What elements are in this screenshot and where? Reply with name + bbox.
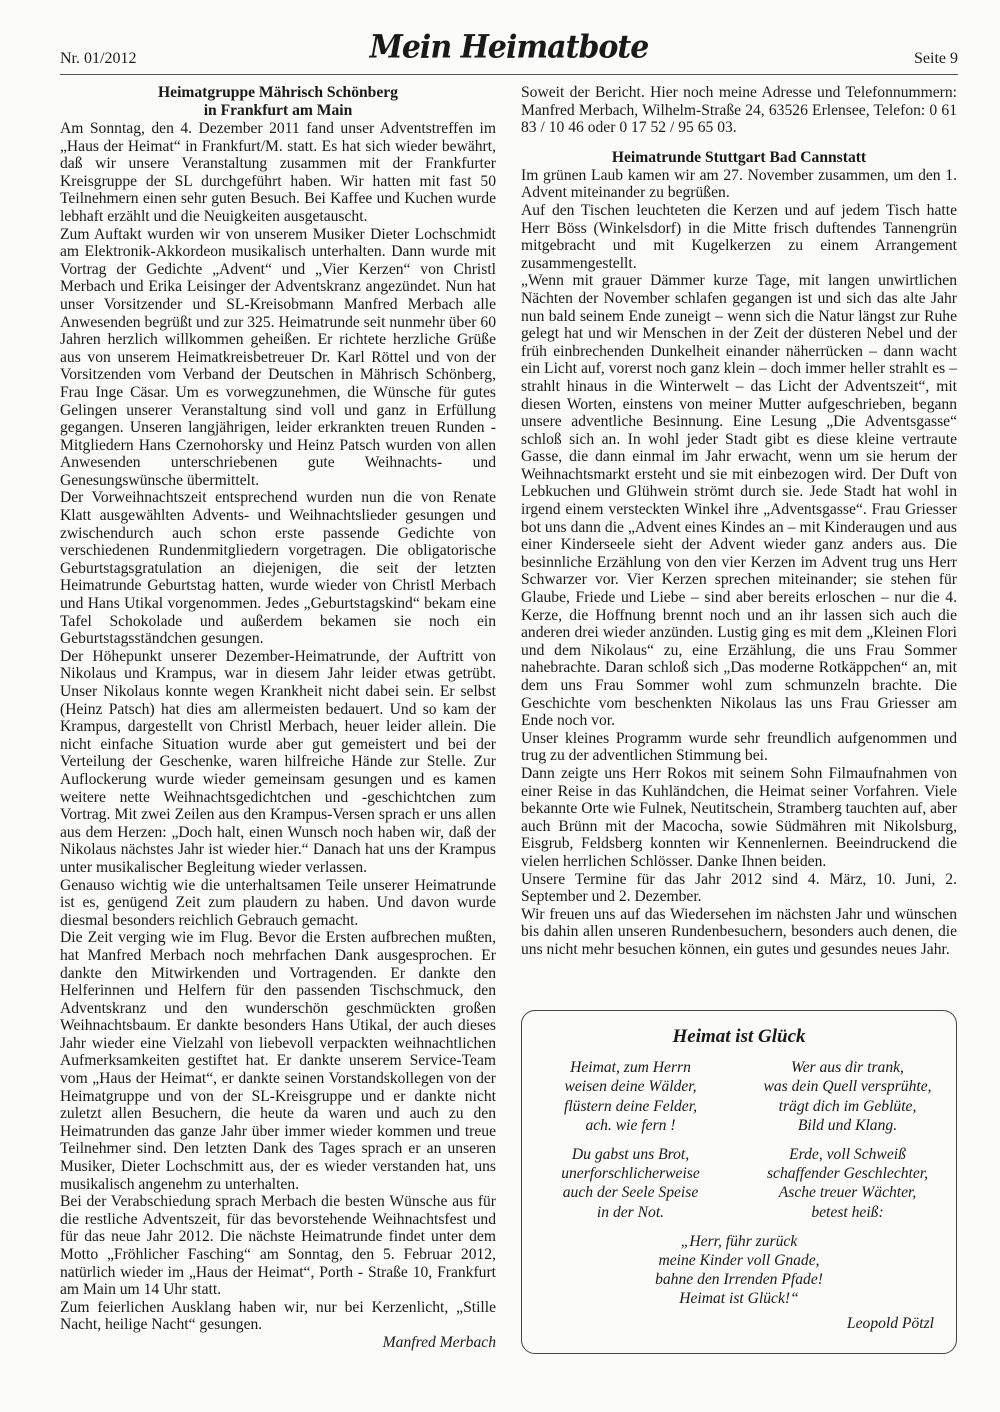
right-column (521, 84, 957, 959)
poem-line: auch der Seele Speise (562, 1184, 699, 1202)
poem-line: was dein Quell versprühte, (763, 1078, 932, 1096)
poem-line: schaffender Geschlechter, (766, 1165, 929, 1183)
poem-line: weisen deine Wälder, (564, 1078, 697, 1096)
poem-line: Asche treuer Wächter, (778, 1184, 917, 1202)
poem-line: trägt dich im Geblüte, (778, 1097, 917, 1115)
poem-line: meine Kinder voll Gnade, (658, 1252, 820, 1270)
paragraph: Wir freuen uns auf das Wiedersehen im nächsten Jahr und wünschen bis dahin allen unseren Rundenbesuchern, besonders auch denen, die uns nicht mehr besuchen können, ein gutes und gesundes neues Jahr. (521, 905, 957, 958)
poem-line: Wer aus dir trank, (791, 1059, 904, 1077)
poem-stanza (522, 1058, 739, 1135)
page-number: Seite 9 (914, 50, 958, 67)
poem-line: flüstern deine Felder, (564, 1097, 697, 1115)
paragraph: Der Vorweihnachtszeit entsprechend wurden nun die von Renate Klatt ausgewählten Advents- und Weihnachtslieder gesungen und zwischendurch auch schon erste passende Gedichte von verschiedenen Rundenmitgliedern vorgetragen. Die obligatorische Geburtstagsgratulation an diejenigen, die seit der letzten Heimatrunde Geburtstag hatten, wurde wieder von Christl Merbach und Hans Utikal vorgenommen. Jedes „Geburtstagskind“ bekam eine Tafel Schokolade und außerdem bekamen sie noch ein Geburtstagsständchen gesungen. (60, 489, 496, 648)
poem-stanza (739, 1145, 956, 1222)
paragraph: Genauso wichtig wie die unterhaltsamen Teile unserer Heimatrunde ist es, genügend Zeit zum plaudern zu haben. Und davon wurde diesmal besonders reichlich Gebrauch gemacht. (60, 876, 496, 929)
paragraph: Zum Auftakt wurden wir von unserem Musiker Dieter Lochschmidt am Elektronik-Akkordeon musikalisch unterhalten. Dann wurde mit Vortrag der Gedichte „Advent“ und „Vier Kerzen“ von Christl Merbach und Erika Leisinger der Adventskranz angezündet. Nun hat unser Vorsitzender und SL-Kreisobmann Manfred Merbach alle Anwesenden begrüßt und zur 325. Heimatrunde seit nunmehr über 60 Jahren herzlich willkommen geheißen. Er richtete herzliche Grüße aus von unserem Heimatkreisbetreuer Dr. Karl Röttel und von der Vorsitzenden vom Verband der Deutschen in Mährisch Schönberg, Frau Inge Cäsar. Um es vorwegzunehmen, die Wünsche für gutes Gelingen unserer Veranstaltung sind voll und ganz in Erfüllung gegangen. Unseren langjährigen, leider erkrankten treuen Runden - Mitgliedern Hans Czernohorsky und Heinz Patsch wurden von allen Anwesenden unterschriebenen gute Weihnachts- und Genesungswünsche übermittelt. (60, 225, 496, 489)
poem-line: „Herr, führ zurück (680, 1232, 798, 1250)
paragraph: Im grünen Laub kamen wir am 27. November zusammen, um den 1. Advent miteinander zu begrüßen. (521, 166, 957, 202)
article-title-line1: Heimatgruppe Mährisch Schönberg (158, 84, 398, 101)
paragraph: Unsere Termine für das Jahr 2012 sind 4. März, 10. Juni, 2. September und 2. Dezember. (521, 870, 957, 906)
poem-line: betest heiß: (811, 1203, 884, 1221)
poem-stanzas (522, 1058, 956, 1222)
paragraph: Zum feierlichen Ausklang haben wir, nur bei Kerzenlicht, „Stille Nacht, heilige Nacht“ gesungen. (60, 1298, 496, 1334)
paragraph: Dann zeigte uns Herr Rokos mit seinem Sohn Filmaufnahmen von einer Reise in das Kuhländchen, die Heimat seiner Vorfahren. Viele bekannte Orte wie Fulnek, Neutitschein, Stramberg tauchten auf, aber auch Brünn mit der Macocha, sowie Südmähren mit Nikolsburg, Eisgrub, Feldsberg konnten wir Kennenlernen. Beeindruckend die vielen herrlichen Schlösser. Danke Ihnen beiden. (521, 764, 957, 870)
poem-line: Du gabst uns Brot, (571, 1146, 690, 1164)
paragraph: Soweit der Bericht. Hier noch meine Adresse und Telefonnummern: Manfred Merbach, Wilhelm-Straße 24, 63526 Erlensee, Telefon: 0 61 83 / 10 46 oder 0 17 52 / 95 65 03. (521, 84, 957, 137)
paragraph: Bei der Verabschiedung sprach Merbach die besten Wünsche aus für die restliche Adventszeit, für das bevorstehende Weihnachtsfest und für das neue Jahr 2012. Die nächste Heimatrunde findet unter dem Motto „Fröhlicher Fasching“ am Sonntag, den 5. Februar 2012, natürlich wieder im „Haus der Heimat“, Porth - Straße 10, Frankfurt am Main um 14 Uhr statt. (60, 1193, 496, 1299)
poem-stanza-final (522, 1232, 956, 1309)
masthead-logo: Mein Heimatbote (369, 29, 649, 66)
paragraph: Die Zeit verging wie im Flug. Bevor die Ersten aufbrechen mußten, hat Manfred Merbach noch mehrfachen Dank ausgesprochen. Er dankte den Mitwirkenden und Vortragenden. Er dankte den Helferinnen und Helfern für den passenden Tischschmuck, den Adventskranz und den wunderschön geschmückten großen Weihnachtsbaum. Er dankte besonders Hans Utikal, der auch dieses Jahr wieder eine Vielzahl von liebevoll verpackten weihnachtlichen Aufmerksamkeiten gestiftet hat. Er dankte unserem Service-Team vom „Haus der Heimat“, er dankte seinen Vorstandskollegen von der Heimatgruppe und von der SL-Kreisgruppe und er dankte nicht zuletzt allen Besuchern, die heute da waren und auch zu den Heimatrunden das ganze Jahr über immer wieder kommen und treue Teilnehmer sind. Den letzten Dank des Tages sprach er an unseren Musiker, Dieter Lochschmitt aus, der es wieder verstanden hat, uns musikalisch angenehm zu unterhalten. (60, 929, 496, 1193)
poem-line: ach. wie fern ! (585, 1116, 676, 1134)
paragraph: Der Höhepunkt unserer Dezember-Heimatrunde, der Auftritt von Nikolaus und Krampus, war in diesem Jahr leider etwas getrübt. Unser Nikolaus konnte wegen Krankheit nicht dabei sein. Er selbst (Heinz Patsch) hat dies am allermeisten bedauert. Und so kam der Krampus, dargestellt von Christl Merbach, heuer leider allein. Die nicht einfache Situation wurde aber gut gemeistert und bei der Verteilung der Geschenke, waren hilfreiche Hände zur Stelle. Zur Auflockerung wurde wieder gemeinsam gesungen und es kamen weitere nette Weihnachtsgedichtchen und -geschichtchen zum Vortrag. Mit zwei Zeilen aus den Krampus-Versen sprach er uns allen aus dem Herzen: „Doch halt, einen Wunsch noch haben wir, daß der Nikolaus nächstes Jahr ist wieder hier.“ Danach hat uns der Krampus unter musikalischer Begleitung wieder verlassen. (60, 647, 496, 876)
poem-box (521, 1010, 957, 1354)
issue-number: Nr. 01/2012 (60, 50, 137, 67)
article-title: Heimatrunde Stuttgart Bad Cannstatt (611, 148, 867, 166)
paragraph: Am Sonntag, den 4. Dezember 2011 fand unser Adventstreffen im „Haus der Heimat“ in Frankfurt/M. statt. Es hat sich wieder bewährt, daß wir unsere Veranstaltung zusammen mit der Frankfurter Kreisgruppe der SL durchgeführt haben. Wir hatten mit fast 50 Teilnehmern einen sehr guten Besuch. Bei Kaffee und Kuchen wurde lebhaft erzählt und die Neuigkeiten ausgetauscht. (60, 120, 496, 225)
author-signature: Manfred Merbach (382, 1333, 496, 1351)
poem-stanza (739, 1058, 956, 1135)
poem-author: Leopold Pötzl (846, 1314, 934, 1332)
poem-line: unerforschlicherweise (561, 1165, 700, 1183)
poem-title: Heimat ist Glück (672, 1026, 806, 1047)
article-title-line2: in Frankfurt am Main (203, 102, 353, 119)
poem-line: in der Not. (596, 1203, 665, 1221)
poem-line: bahne den Irrenden Pfade! (655, 1271, 823, 1289)
poem-stanza (522, 1145, 739, 1222)
poem-line: Erde, voll Schweiß (789, 1146, 906, 1164)
poem-line: Heimat, zum Herrn (570, 1059, 691, 1077)
left-column (60, 84, 496, 1352)
paragraph: Auf den Tischen leuchteten die Kerzen und auf jedem Tisch hatte Herr Böss (Winkelsdorf) in die Mitte frisch duftendes Tannengrün mitgebracht und mit Kugelkerzen zu einem Arrangement zusammengestellt. (521, 201, 957, 272)
poem-line: Bild und Klang. (797, 1116, 898, 1134)
paragraph: „Wenn mit grauer Dämmer kurze Tage, mit langen unwirtlichen Nächten der November schlafen gegangen ist und sich das alte Jahr nun bald seinem Ende zuneigt – wenn sich die Natur längst zur Ruhe gelegt hat und wir Menschen in der Zeit der düsteren Nebel und der früh einbrechenden Dunkelheit einander näherrücken – dann wacht ein Licht auf, vorerst noch ganz klein – doch immer heller strahlt es – strahlt hinaus in die Winterwelt – das Licht der Adventszeit“, mit diesen Worten, einstens von meiner Mutter aufgeschrieben, begann unsere adventliche Besinnung. Eine Lesung „Die Adventsgasse“ schloß sich an. In wohl jeder Stadt gibt es diese kleine vertraute Gasse, die dann einmal im Jahr erwacht, wenn um sie herum der Weihnachtsmarkt ersteht und sie mit einbezogen wird. Der Duft von Lebkuchen und Glühwein strömt durch sie. Jede Stadt hat wohl in irgend einem versteckten Winkel ihre „Adventsgasse“. Frau Griesser bot uns dann die „Advent eines Kindes an – mit Kinderaugen und aus einer Kinderseele sieht der Advent wieder ganz anders aus. Die besinnliche Erzählung von den vier Kerzen im Advent trug uns Herr Schwarzer vor. Vier Kerzen sprechen miteinander; sie stehen für Glaube, Friede und Liebe – sind aber bereits erloschen – nur die 4. Kerze, die Hoffnung brennt noch und an ihr lassen sich auch die anderen drei wieder anzünden. Lustig ging es mit dem „Kleinen Flori und dem Nikolaus“ zu, eine Erzählung, die uns Frau Sommer nahebrachte. Daran schloß sich „Das moderne Rotkäppchen“ an, mit dem uns Frau Sommer wohl zum schmunzeln brachte. Die Geschichte vom beschenkten Nikolaus las uns Frau Griesser am Ende noch vor. (521, 272, 957, 730)
poem-line: Heimat ist Glück!“ (679, 1290, 799, 1308)
page-header (60, 30, 958, 75)
paragraph: Unser kleines Programm wurde sehr freundlich aufgenommen und trug zu der adventlichen Stimmung bei. (521, 729, 957, 765)
